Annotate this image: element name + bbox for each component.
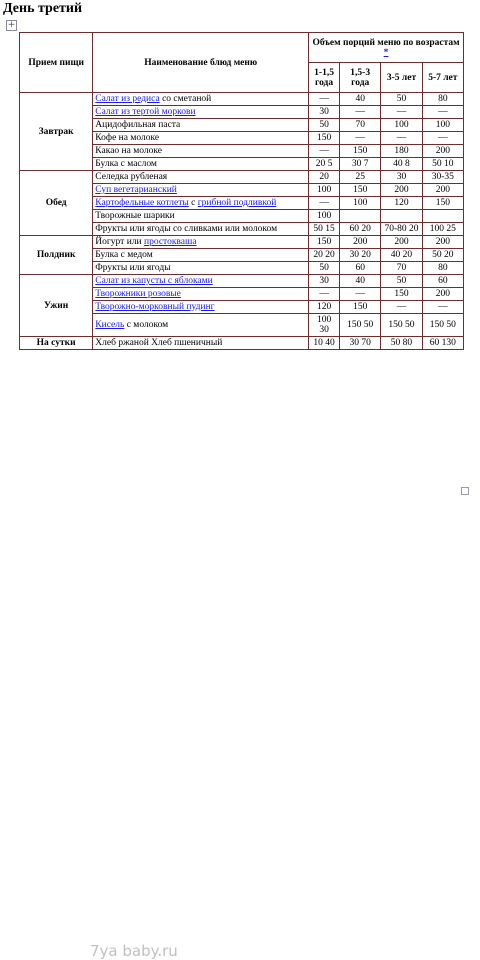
portion-cell: 50 — [309, 119, 340, 132]
portion-cell: 80 — [422, 262, 463, 275]
portion-cell: 40 — [340, 93, 381, 106]
portion-cell: — — [340, 106, 381, 119]
portion-cell: 70 — [381, 262, 422, 275]
portion-cell: 200 — [422, 288, 463, 301]
portion-cell: 200 — [340, 236, 381, 249]
dish-cell — [93, 106, 309, 119]
portion-cell: 30-35 — [422, 171, 463, 184]
portion-cell: — — [422, 132, 463, 145]
dish-cell — [93, 223, 309, 236]
portion-cell: 30 — [309, 106, 340, 119]
portion-cell: 20 5 — [309, 158, 340, 171]
meal-name: Ужин — [20, 275, 93, 337]
portion-cell: 200 — [381, 184, 422, 197]
portion-cell: 20 — [309, 171, 340, 184]
dish-cell — [93, 249, 309, 262]
portion-cell: 100 — [422, 119, 463, 132]
header-meal: Прием пищи — [20, 33, 93, 93]
portion-cell: 150 50 — [381, 314, 422, 337]
dish-cell — [93, 132, 309, 145]
dish-link[interactable]: Творожники розовые — [95, 289, 181, 299]
dish-cell — [93, 236, 309, 249]
portion-cell: 100 — [309, 184, 340, 197]
portion-cell: 100 — [309, 210, 340, 223]
dish-link[interactable]: Творожно-морковный пудинг — [95, 302, 215, 312]
portion-cell: 120 — [309, 301, 340, 314]
portion-cell: 70-80 20 — [381, 223, 422, 236]
portion-cell: 70 — [340, 119, 381, 132]
portion-cell — [381, 210, 422, 223]
portion-cell: 150 — [381, 288, 422, 301]
dish-cell — [93, 262, 309, 275]
portion-cell: 50 — [309, 262, 340, 275]
table-move-handle-icon[interactable]: + — [7, 20, 16, 30]
dish-text: Какао на молоке — [95, 146, 162, 156]
portion-cell: 30 20 — [340, 249, 381, 262]
portion-cell: — — [309, 197, 340, 210]
dish-cell — [93, 158, 309, 171]
portion-cell: 150 — [309, 132, 340, 145]
dish-link[interactable]: Салат из тертой моркови — [95, 107, 196, 117]
portion-cell — [422, 210, 463, 223]
header-portions — [309, 33, 464, 63]
portion-cell: 30 7 — [340, 158, 381, 171]
dish-cell — [93, 171, 309, 184]
portion-cell: 100 25 — [422, 223, 463, 236]
portion-cell: — — [381, 106, 422, 119]
dish-text: Фрукты или ягоды со сливками или молоком — [95, 224, 278, 234]
portion-cell: 120 — [381, 197, 422, 210]
dish-cell — [93, 337, 309, 350]
table-row — [20, 236, 464, 249]
portion-cell: 60 20 — [340, 223, 381, 236]
portion-cell: 100 30 — [309, 314, 340, 337]
dish-text: Ацидофильная паста — [95, 120, 181, 130]
portion-cell: 80 — [422, 93, 463, 106]
footer-strip — [0, 470, 480, 960]
portion-cell: 10 40 — [309, 337, 340, 350]
dish-text: Булка с маслом — [95, 159, 157, 169]
dish-link[interactable]: грибной подливкой — [197, 198, 277, 208]
dish-cell — [93, 275, 309, 288]
portion-cell: — — [309, 145, 340, 158]
meal-name: Полдник — [20, 236, 93, 275]
portion-cell: 50 — [381, 93, 422, 106]
dish-link[interactable]: Суп вегетарианский — [95, 185, 177, 195]
dish-text: Хлеб ржаной Хлеб пшеничный — [95, 338, 223, 348]
table-row — [20, 275, 464, 288]
dish-text: с — [188, 198, 198, 208]
portion-cell: — — [422, 301, 463, 314]
dish-text: Булка с медом — [95, 250, 153, 260]
portion-cell: 150 — [340, 184, 381, 197]
dish-cell — [93, 288, 309, 301]
portion-cell: — — [309, 93, 340, 106]
portion-cell: 200 — [422, 236, 463, 249]
portion-cell: 30 — [381, 171, 422, 184]
portion-cell: 150 50 — [422, 314, 463, 337]
portion-cell: 25 — [340, 171, 381, 184]
table-row — [20, 337, 464, 350]
portion-cell: — — [340, 288, 381, 301]
dish-link[interactable]: простокваша — [144, 237, 197, 247]
portion-cell: 50 10 — [422, 158, 463, 171]
portion-cell — [340, 210, 381, 223]
portion-cell: 30 70 — [340, 337, 381, 350]
portion-cell: 40 — [340, 275, 381, 288]
dish-link[interactable]: Кисель — [95, 320, 125, 330]
portion-cell: 50 20 — [422, 249, 463, 262]
portion-cell: 50 80 — [381, 337, 422, 350]
portion-cell: 150 — [309, 236, 340, 249]
dish-text: Творожные шарики — [95, 211, 175, 221]
portion-cell: 60 — [340, 262, 381, 275]
portion-cell: 100 — [381, 119, 422, 132]
header-age-4: 5-7 лет — [422, 63, 463, 93]
portion-cell: 50 — [381, 275, 422, 288]
header-dish: Наименование блюд меню — [93, 33, 309, 93]
portion-cell: 60 130 — [422, 337, 463, 350]
menu-table — [19, 32, 464, 350]
header-age-1: 1-1,5 года — [309, 63, 340, 93]
dish-cell — [93, 301, 309, 314]
dish-cell — [93, 119, 309, 132]
header-age-2: 1,5-3 года — [340, 63, 381, 93]
dish-cell — [93, 184, 309, 197]
portions-footnote-link[interactable]: * — [383, 47, 389, 58]
menu-table-body — [20, 93, 464, 350]
table-resize-handle-icon[interactable] — [461, 487, 469, 495]
portion-cell: 200 — [422, 184, 463, 197]
meal-name: Завтрак — [20, 93, 93, 171]
portion-cell: 150 50 — [340, 314, 381, 337]
portion-cell: 20 20 — [309, 249, 340, 262]
portion-cell: 60 — [422, 275, 463, 288]
portion-cell: 40 20 — [381, 249, 422, 262]
meal-name: Обед — [20, 171, 93, 236]
dish-text: со сметаной — [159, 94, 212, 104]
watermark: 7ya baby.ru — [90, 942, 178, 960]
table-row — [20, 93, 464, 106]
dish-link[interactable]: Картофельные котлеты — [95, 198, 189, 208]
portion-cell: 150 — [340, 301, 381, 314]
dish-text: с молоком — [124, 320, 169, 330]
dish-text: Йогурт или — [95, 237, 144, 247]
portion-cell: 200 — [422, 145, 463, 158]
portion-cell: — — [340, 132, 381, 145]
dish-link[interactable]: Салат из капусты с яблоками — [95, 276, 213, 286]
portion-cell: — — [381, 301, 422, 314]
portion-cell: 180 — [381, 145, 422, 158]
dish-text: Селедка рубленая — [95, 172, 168, 182]
dish-text: Кофе на молоке — [95, 133, 160, 143]
header-portions-label: Объем порций меню по возрастам — [312, 37, 460, 48]
dish-cell — [93, 210, 309, 223]
dish-text: Фрукты или ягоды — [95, 263, 171, 273]
dish-cell — [93, 314, 309, 337]
dish-cell — [93, 145, 309, 158]
portion-cell: — — [381, 132, 422, 145]
page-title: День третий — [3, 1, 83, 16]
portion-cell: 150 — [340, 145, 381, 158]
portion-cell: 50 15 — [309, 223, 340, 236]
portion-cell: — — [309, 288, 340, 301]
portion-cell: 30 — [309, 275, 340, 288]
table-row — [20, 171, 464, 184]
dish-cell — [93, 197, 309, 210]
portion-cell: 40 8 — [381, 158, 422, 171]
header-age-3: 3-5 лет — [381, 63, 422, 93]
portion-cell: 150 — [422, 197, 463, 210]
dish-link[interactable]: Салат из редиса — [95, 94, 160, 104]
meal-name: На сутки — [20, 337, 93, 350]
portion-cell: — — [422, 106, 463, 119]
portion-cell: 100 — [340, 197, 381, 210]
dish-cell — [93, 93, 309, 106]
portion-cell: 200 — [381, 236, 422, 249]
